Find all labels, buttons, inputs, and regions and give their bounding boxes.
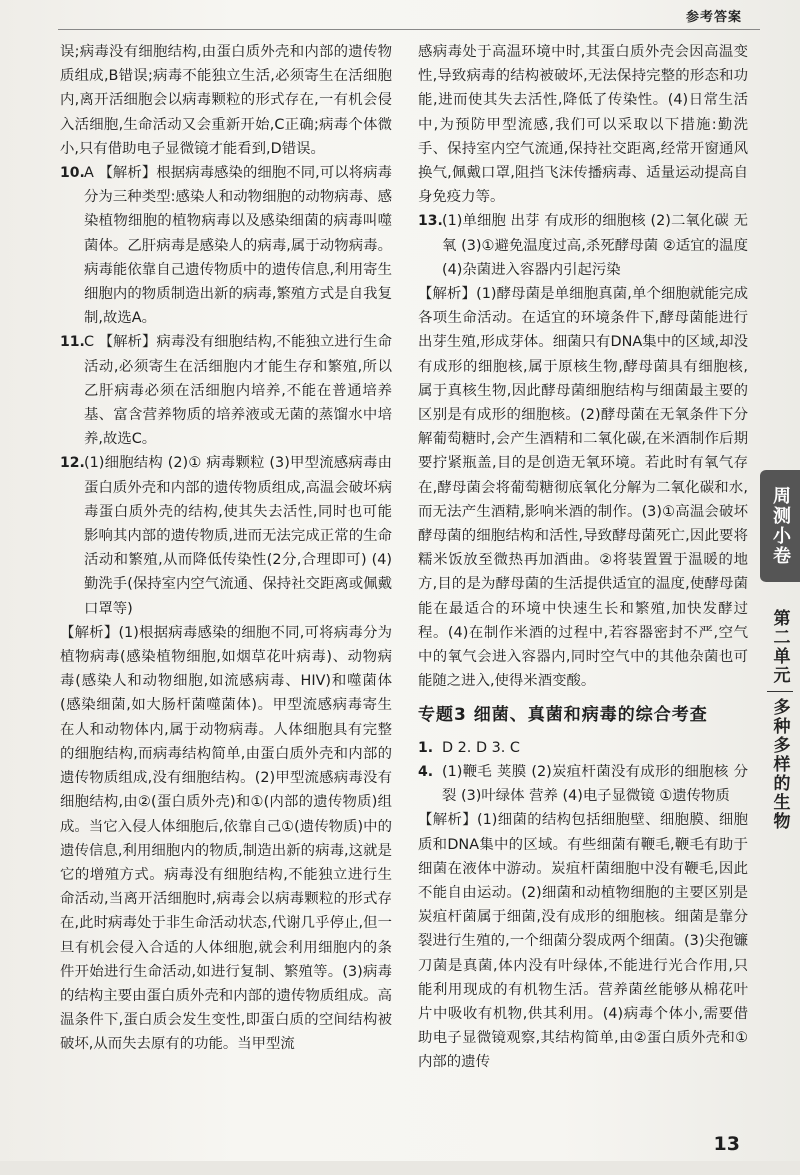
page-number: 13: [713, 1133, 740, 1155]
side-tab-weekly-quiz-label: 周测小卷: [770, 486, 791, 566]
question-12-analysis-text: 【解析】(1)根据病毒感染的细胞不同,可将病毒分为植物病毒(感染植物细胞,如烟草花叶病毒)、动物病毒(感染人和动物细胞,如流感病毒、HIV)和噬菌体(感染细菌,如大肠杆菌噬菌体)。甲型流感病毒寄生在人和动物体内,属于动物病毒。人体细胞具有完整的细胞结构,而病毒结构简单,由蛋白质外壳和内部的遗传物质组成,没有细胞结构。(2)甲型流感病毒没有细胞结构,由②(蛋白质外壳)和①(内部的遗传物质)组成。当它入侵人体细胞后,依靠自己①(遗传物质)中的遗传信息,利用细胞内的物质,制造出新的病毒,这就是它的增殖方式。病毒没有细胞结构,不能独立进行生命活动,当离开活细胞时,病毒会以病毒颗粒的形式存在,此时病毒处于非生命活动状态,代谢几乎停止,但一旦有机会侵入合适的人体细胞,就会利用细胞内的条件开始进行生命活动,如进行复制、繁殖等。(3)病毒的结构主要由蛋白质外壳和内部的遗传物质组成。高温条件下,蛋白质会发生变性,即蛋白质的空间结构被破坏,从而失去原有的功能。当甲型流: [60, 624, 392, 1053]
side-tab-divider: [767, 691, 793, 692]
question-13-number: 13.: [418, 213, 443, 230]
right-para-0: [418, 40, 748, 209]
question-13-text: (1)单细胞 出芽 有成形的细胞核 (2)二氧化碳 无氧 (3)①避免温度过高,杀死酵母菌 ②适宜的温度 (4)杂菌进入容器内引起污染: [442, 213, 748, 278]
header-rule: [58, 29, 760, 30]
header-title: 参考答案: [685, 10, 742, 25]
question-13: [418, 209, 748, 282]
left-para-0: [60, 40, 392, 161]
side-tab-weekly-quiz: [760, 470, 800, 582]
question-4-text: (1)鞭毛 荚膜 (2)炭疽杆菌没有成形的细胞核 分裂 (3)叶绿体 营养 (4)电子显微镜 ①遗传物质: [442, 763, 748, 805]
right-para-0-text: 感病毒处于高温环境中时,其蛋白质外壳会因高温变性,导致病毒的结构被破坏,无法保持完整的形态和功能,进而使其失去活性,降低了传染性。(4)日常生活中,为预防甲型流感,我们可以采取以下措施:勤洗手、保持室内空气流通,保持社交距离,经常开窗通风换气,佩戴口罩,阻挡飞沫传播病毒、适量运动提高自身免疫力等。: [418, 44, 748, 206]
question-12: [60, 451, 392, 620]
question-4: [418, 760, 748, 808]
question-12-text: (1)细胞结构 (2)① 病毒颗粒 (3)甲型流感病毒由蛋白质外壳和内部的遗传物质组成,高温会破坏病毒蛋白质外壳的结构,使其失去活性,同时也可能影响其内部的遗传物质,进而无法完成正常的生命活动和繁殖,从而降低传染性(2分,合理即可) (4)勤洗手(保持室内空气流通、保持社交距离或佩戴口罩等): [84, 455, 392, 617]
question-10-text: A 【解析】根据病毒感染的细胞不同,可以将病毒分为三种类型:感染人和动物细胞的动物病毒、感染植物细胞的植物病毒以及感染细菌的病毒叫噬菌体。乙肝病毒是感染人的病毒,属于动物病毒。病毒能依靠自己遗传物质中的遗传信息,利用寄生细胞内的物质制造出新的病毒,繁殖方式是自我复制,故选A。: [84, 165, 392, 327]
question-10: [60, 161, 392, 330]
question-13-analysis: [418, 282, 748, 693]
side-tab-topic-label: 多种多样的生物: [769, 698, 790, 831]
right-column: [418, 40, 748, 1075]
question-4-analysis-text: 【解析】(1)细菌的结构包括细胞壁、细胞膜、细胞质和DNA集中的区域。有些细菌有鞭毛,鞭毛有助于细菌在液体中游动。炭疽杆菌细胞中没有鞭毛,因此不能自由运动。(2)细菌和动植物细胞的主要区别是炭疽杆菌属于细菌,没有成形的细胞核。细菌是靠分裂进行生殖的,一个细菌分裂成两个细菌。(3)尖孢镰刀菌是真菌,体内没有叶绿体,不能进行光合作用,只能利用现成的有机物生活。营养菌丝能够从棉花叶片中吸收有机物,供其利用。(4)病毒个体小,需要借助电子显微镜观察,其结构简单,由②蛋白质外壳和①内部的遗传: [418, 812, 748, 1071]
left-column: [60, 40, 392, 1057]
question-4-analysis: [418, 808, 748, 1074]
question-1-3: [418, 736, 748, 760]
question-1-number: 1.: [418, 739, 434, 756]
question-11: [60, 330, 392, 451]
bottom-strip: [0, 1161, 800, 1175]
question-12-analysis: [60, 621, 392, 1057]
question-12-number: 12.: [60, 455, 85, 472]
question-11-text: C 【解析】病毒没有细胞结构,不能独立进行生命活动,必须寄生在活细胞内才能生存和繁殖,所以乙肝病毒必须在活细胞内培养,不能在普通培养基、富含营养物质的培养液或无菌的蒸馏水中培养,故选C。: [84, 334, 392, 448]
side-tab-unit-label: 第二单元: [769, 609, 790, 685]
question-11-number: 11.: [60, 334, 85, 351]
section-title: 专题3 细菌、真菌和病毒的综合考查: [418, 705, 708, 726]
question-13-analysis-text: 【解析】(1)酵母菌是单细胞真菌,单个细胞就能完成各项生命活动。在适宜的环境条件下,酵母菌能进行出芽生殖,形成芽体。细菌只有DNA集中的区域,却没有成形的细胞核,属于原核生物,酵母菌具有细胞核,属于真核生物,因此酵母菌细胞结构与细菌最主要的区别是有成形的细胞核。(2)酵母菌在无氧条件下分解葡萄糖时,会产生酒精和二氧化碳,在米酒制作后期要拧紧瓶盖,目的是创造无氧环境。若此时有氧气存在,酵母菌会将葡萄糖彻底氧化分解为二氧化碳和水,而无法产生酒精,影响米酒的制作。(3)①高温会破坏酵母菌的细胞结构和活性,导致酵母菌死亡,因此要将糯米饭放至微热再加酒曲。②将装置置于温暖的地方,目的是为酵母菌的生活提供适宜的温度,使酵母菌能在最适合的环境中快速生长和繁殖,加快发酵过程。(4)在制作米酒的过程中,若容器密封不严,空气中的氧气会进入容器内,同时空气中的其他杂菌也可能随之进入,使得米酒变酸。: [418, 286, 748, 690]
question-10-number: 10.: [60, 165, 85, 182]
left-para-0-text: 误;病毒没有细胞结构,由蛋白质外壳和内部的遗传物质组成,B错误;病毒不能独立生活,必须寄生在活细胞内,离开活细胞会以病毒颗粒的形式存在,一有机会侵入活细胞,生命活动又会重新开始,C正确;病毒个体微小,只有借助电子显微镜才能看到,D错误。: [60, 44, 392, 157]
side-tab-unit: [760, 590, 800, 850]
question-4-number: 4.: [418, 763, 434, 780]
question-1-3-text: D 2. D 3. C: [442, 739, 520, 756]
